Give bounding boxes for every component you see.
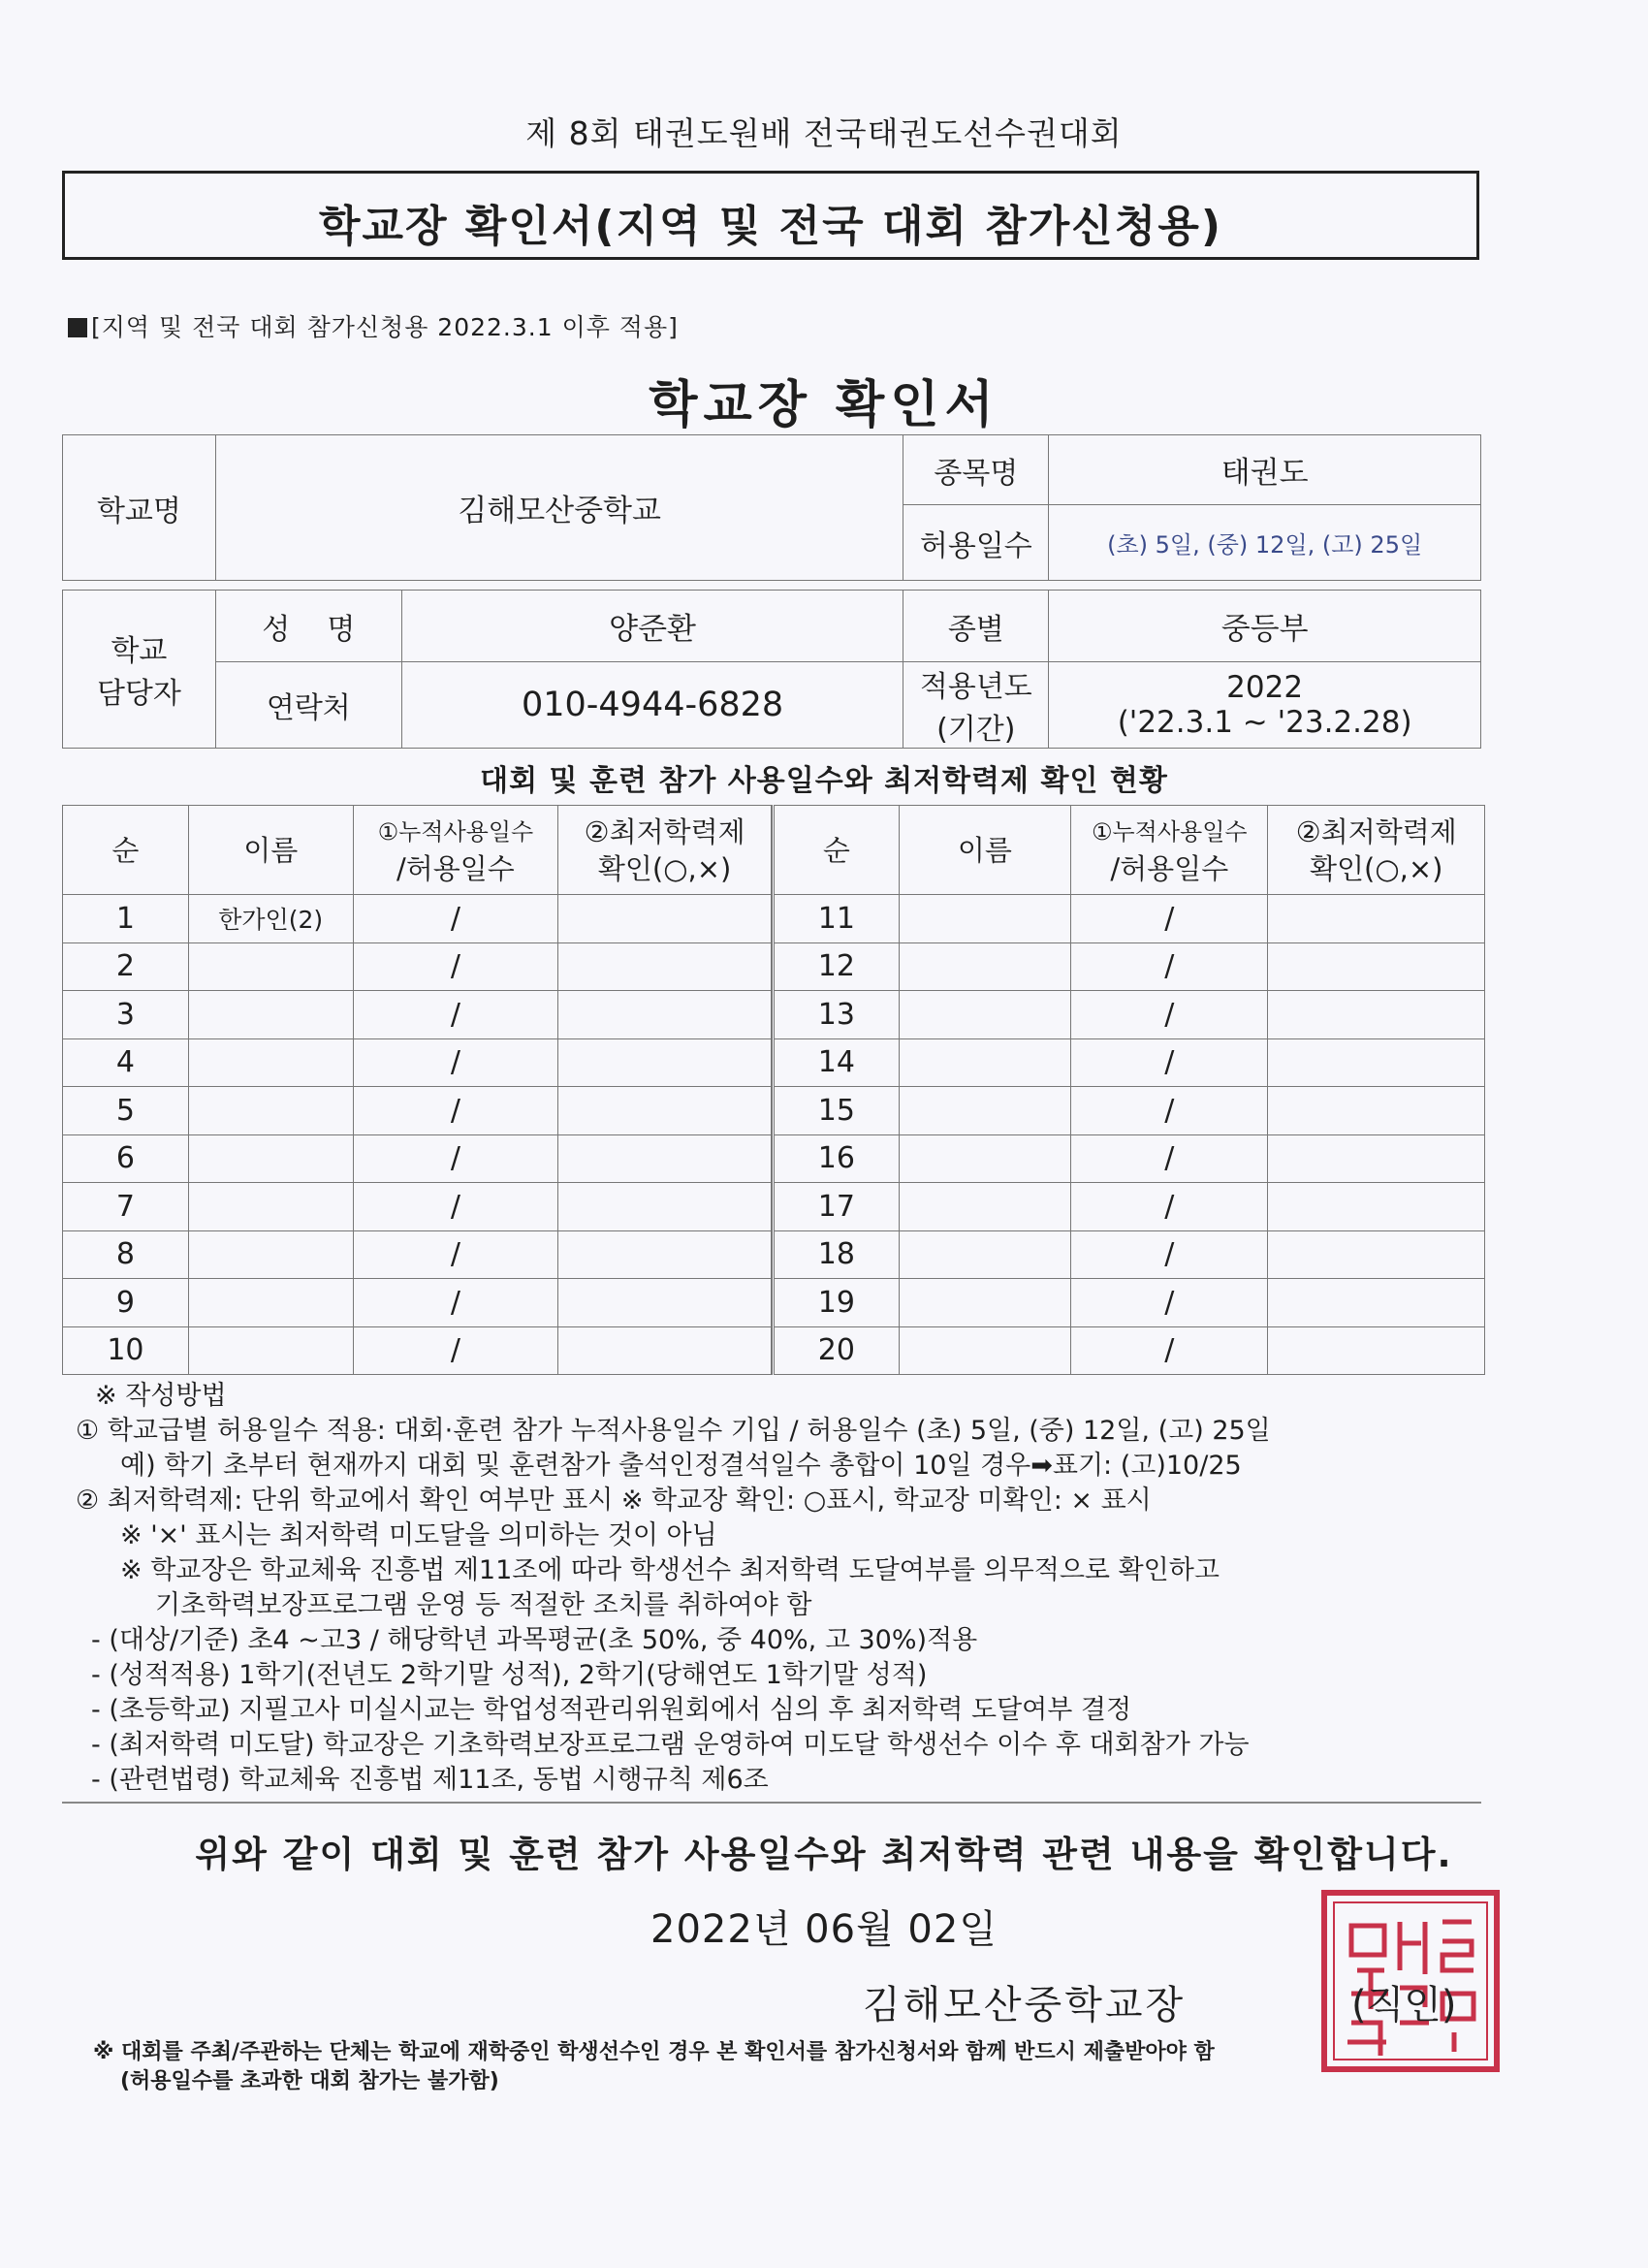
row-name (899, 1038, 1070, 1087)
row-days: / (353, 1230, 558, 1279)
instruction-example: 예) 학기 초부터 현재까지 대회 및 훈련참가 출석인정결석일수 총합이 10일 경우➡표기: (고)10/25 (120, 1451, 1242, 1481)
confirm-statement: 위와 같이 대회 및 훈련 참가 사용일수와 최저학력 관련 내용을 확인합니다. (195, 1834, 1453, 1875)
row-check (558, 1134, 772, 1183)
row-days: / (1071, 1279, 1268, 1327)
phone-label: 연락처 (215, 662, 401, 749)
table-row (63, 1134, 772, 1183)
header-name: 이름 (899, 806, 1070, 895)
instruction-note-2-cont: 기초학력보장프로그램 운영 등 적절한 조치를 취하여야 함 (155, 1590, 812, 1620)
header-days-line1: ①누적사용일수 (1091, 817, 1248, 846)
row-name: 한가인(2) (188, 895, 353, 943)
row-no: 15 (774, 1087, 900, 1135)
table-row (63, 1230, 772, 1279)
row-name (188, 1087, 353, 1135)
year-value-line2: ('22.3.1 ~ '23.2.28) (1117, 705, 1412, 740)
sport-label: 종목명 (903, 435, 1049, 505)
table-row (774, 1087, 1485, 1135)
table-row (774, 942, 1485, 991)
table-row (774, 1230, 1485, 1279)
row-check (1268, 1230, 1485, 1279)
row-check (1268, 1038, 1485, 1087)
footer-line-2: (허용일수를 초과한 대회 참가는 불가함) (120, 2069, 499, 2093)
table-row (63, 895, 772, 943)
instruction-dash-1: - (대상/기준) 초4 ~고3 / 해당학년 과목평균(초 50%, 중 40%, 고 30%)적용 (91, 1625, 978, 1655)
year-label (903, 662, 1049, 749)
square-bullet-icon (68, 318, 87, 337)
year-label-line1: 적용년도 (919, 670, 1032, 704)
row-days: / (353, 1134, 558, 1183)
usage-table-left (62, 805, 772, 1375)
row-check (1268, 1326, 1485, 1375)
row-name (188, 1134, 353, 1183)
instruction-item-1: ① 학교급별 허용일수 적용: 대회·훈련 참가 누적사용일수 기입 / 허용일수 (초) 5일, (중) 12일, (고) 25일 (76, 1416, 1271, 1446)
header-check (558, 806, 772, 895)
row-days: / (1071, 895, 1268, 943)
row-check (1268, 1134, 1485, 1183)
table-row (63, 1087, 772, 1135)
row-name (899, 991, 1070, 1039)
row-no: 6 (63, 1134, 189, 1183)
header-days-line2: /허용일수 (396, 851, 515, 885)
table-row (63, 1183, 772, 1231)
table-row (774, 1326, 1485, 1375)
table-row (774, 1279, 1485, 1327)
divider (62, 1802, 1481, 1804)
header-check-line1: ②최저학력제 (1295, 815, 1457, 848)
row-check (1268, 1183, 1485, 1231)
row-check (1268, 895, 1485, 943)
section-title: 대회 및 훈련 참가 사용일수와 최저학력제 확인 현황 (480, 764, 1168, 798)
row-no: 7 (63, 1183, 189, 1231)
row-name (188, 1183, 353, 1231)
row-check (558, 895, 772, 943)
school-label: 학교명 (63, 435, 216, 581)
row-days: / (353, 1183, 558, 1231)
allowed-days-label: 허용일수 (903, 505, 1049, 581)
school-name: 김해모산중학교 (215, 435, 903, 581)
row-name (899, 1230, 1070, 1279)
table-row (63, 942, 772, 991)
row-no: 12 (774, 942, 900, 991)
row-name (188, 1326, 353, 1375)
usage-table-right (772, 805, 1485, 1375)
table-row (774, 1183, 1485, 1231)
row-days: / (353, 1087, 558, 1135)
row-days: / (1071, 942, 1268, 991)
header-days (353, 806, 558, 895)
row-no: 17 (774, 1183, 900, 1231)
row-no: 18 (774, 1230, 900, 1279)
row-no: 2 (63, 942, 189, 991)
table-row (774, 991, 1485, 1039)
table-row (774, 895, 1485, 943)
instruction-item-2: ② 최저학력제: 단위 학교에서 확인 여부만 표시 ※ 학교장 확인: ○표시, 학교장 미확인: × 표시 (76, 1485, 1152, 1516)
row-check (1268, 1279, 1485, 1327)
header-no: 순 (774, 806, 900, 895)
row-days: / (1071, 1134, 1268, 1183)
footer-line-1: ※ 대회를 주최/주관하는 단체는 학교에 재학중인 학생선수인 경우 본 확인서를 참가신청서와 함께 반드시 제출받아야 함 (93, 2040, 1215, 2064)
confirm-date: 2022년 06월 02일 (650, 1907, 998, 1952)
row-days: / (1071, 1038, 1268, 1087)
header-check-line1: ②최저학력제 (584, 815, 745, 848)
notice (68, 308, 679, 343)
instructions (76, 1379, 1510, 1798)
contact-person-label-line2: 담당자 (96, 677, 181, 711)
allowed-days-value: (초) 5일, (중) 12일, (고) 25일 (1049, 505, 1481, 581)
row-check (558, 1326, 772, 1375)
contact-person-label-line1: 학교 (111, 634, 168, 668)
row-days: / (353, 895, 558, 943)
instruction-note-2: ※ 학교장은 학교체육 진흥법 제11조에 따라 학생선수 최저학력 도달여부를 의무적으로 확인하고 (120, 1555, 1220, 1585)
row-check (558, 1183, 772, 1231)
row-check (558, 991, 772, 1039)
row-name (188, 1230, 353, 1279)
header-days-line1: ①누적사용일수 (377, 817, 534, 846)
info-table (62, 434, 1481, 749)
event-title: 제 8회 태권도원배 전국태권도선수권대회 (525, 114, 1123, 152)
table-row (774, 1038, 1485, 1087)
row-name (899, 1134, 1070, 1183)
row-days: / (353, 1326, 558, 1375)
row-check (1268, 991, 1485, 1039)
row-days: / (1071, 1087, 1268, 1135)
header-check-line2: 확인(○,×) (1310, 851, 1443, 885)
row-no: 10 (63, 1326, 189, 1375)
row-check (558, 1087, 772, 1135)
row-no: 9 (63, 1279, 189, 1327)
row-check (1268, 1087, 1485, 1135)
row-days: / (1071, 1326, 1268, 1375)
row-name (899, 1087, 1070, 1135)
row-check (1268, 942, 1485, 991)
row-name (899, 942, 1070, 991)
row-no: 14 (774, 1038, 900, 1087)
year-value (1049, 662, 1481, 749)
row-no: 19 (774, 1279, 900, 1327)
row-name (899, 1279, 1070, 1327)
header-check-line2: 확인(○,×) (597, 851, 732, 885)
phone-value: 010-4944-6828 (401, 662, 903, 749)
sub-title: 학교장 확인서 (649, 376, 999, 434)
row-name (899, 1326, 1070, 1375)
row-check (558, 942, 772, 991)
instruction-dash-3: - (초등학교) 지필고사 미실시교는 학업성적관리위원회에서 심의 후 최저학력 도달여부 결정 (91, 1695, 1132, 1725)
contact-person-label (63, 591, 216, 749)
year-label-line2: (기간) (936, 713, 1016, 747)
row-no: 13 (774, 991, 900, 1039)
header-days (1071, 806, 1268, 895)
header-name: 이름 (188, 806, 353, 895)
header-check (1268, 806, 1485, 895)
table-row (63, 991, 772, 1039)
row-no: 5 (63, 1087, 189, 1135)
row-name (188, 1279, 353, 1327)
row-name (188, 942, 353, 991)
row-days: / (1071, 1183, 1268, 1231)
row-name (899, 1183, 1070, 1231)
row-check (558, 1038, 772, 1087)
row-days: / (353, 1038, 558, 1087)
main-title: 학교장 확인서(지역 및 전국 대회 참가신청용) (319, 202, 1222, 251)
main-title-box (62, 171, 1479, 260)
seal-label: (직인) (1351, 1983, 1457, 2028)
row-no: 1 (63, 895, 189, 943)
division-value: 중등부 (1049, 591, 1481, 662)
footer-note (93, 2038, 1215, 2096)
row-no: 20 (774, 1326, 900, 1375)
division-label: 종별 (903, 591, 1049, 662)
instruction-dash-5: - (관련법령) 학교체육 진흥법 제11조, 동법 시행규칙 제6조 (91, 1765, 769, 1795)
instruction-dash-4: - (최저학력 미도달) 학교장은 기초학력보장프로그램 운영하여 미도달 학생선수 이수 후 대회참가 가능 (91, 1730, 1250, 1760)
row-days: / (1071, 1230, 1268, 1279)
name-label: 성 명 (215, 591, 401, 662)
notice-text: [지역 및 전국 대회 참가신청용 2022.3.1 이후 적용] (91, 313, 679, 341)
instruction-dash-2: - (성적적용) 1학기(전년도 2학기말 성적), 2학기(당해연도 1학기말 성적) (91, 1660, 928, 1690)
instruction-note-1: ※ '×' 표시는 최저학력 미도달을 의미하는 것이 아님 (120, 1520, 717, 1550)
row-check (558, 1279, 772, 1327)
table-row (63, 1279, 772, 1327)
row-no: 11 (774, 895, 900, 943)
row-days: / (1071, 991, 1268, 1039)
header-days-line2: /허용일수 (1110, 851, 1229, 885)
row-no: 4 (63, 1038, 189, 1087)
row-days: / (353, 991, 558, 1039)
row-check (558, 1230, 772, 1279)
row-name (188, 1038, 353, 1087)
row-no: 3 (63, 991, 189, 1039)
sport-value: 태권도 (1049, 435, 1481, 505)
table-row (63, 1326, 772, 1375)
row-days: / (353, 1279, 558, 1327)
year-value-line1: 2022 (1226, 670, 1304, 705)
table-row (63, 1038, 772, 1087)
name-value: 양준환 (401, 591, 903, 662)
row-days: / (353, 942, 558, 991)
row-name (899, 895, 1070, 943)
instructions-heading: ※ 작성방법 (95, 1381, 227, 1411)
principal-name: 김해모산중학교장 (863, 1983, 1187, 2028)
row-name (188, 991, 353, 1039)
row-no: 16 (774, 1134, 900, 1183)
header-no: 순 (63, 806, 189, 895)
row-no: 8 (63, 1230, 189, 1279)
table-row (774, 1134, 1485, 1183)
